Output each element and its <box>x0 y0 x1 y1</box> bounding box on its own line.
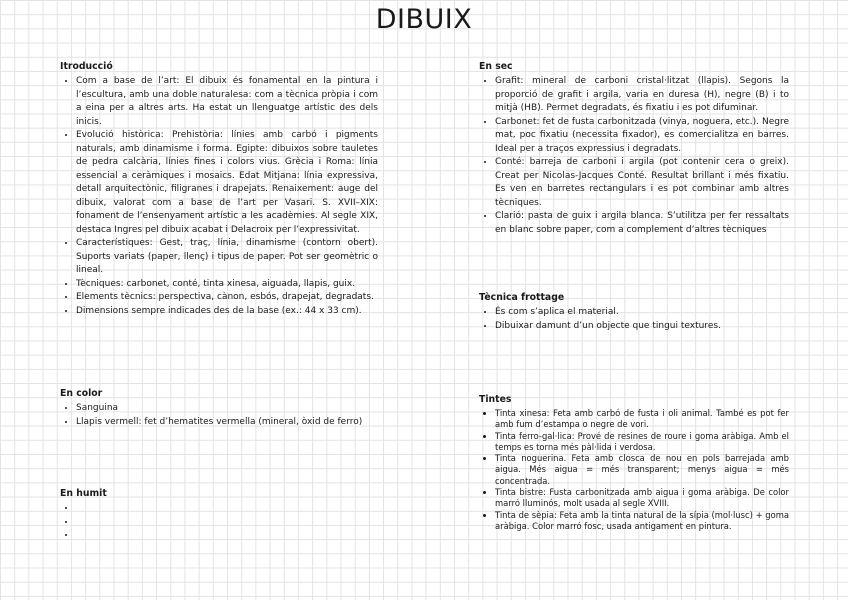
list-item: • Llapis vermell: fet d’hematites vermella (mineral, òxid de ferro) <box>76 416 378 430</box>
section-tintes <box>479 393 789 532</box>
list-item: • Tinta ferro-gal·lica: Prové de resines de roure i goma aràbiga. Amb el temps es torna més pàl·lida i verdosa. <box>495 431 789 454</box>
list-item: • Carbonet: fet de fusta carbonitzada (vinya, noguera, etc.). Negre mat, poc fixatiu (necessita fixador), es comercialitza en barres. Ideal per a traços expressius i degradats. <box>495 116 789 157</box>
list-introduccio <box>60 75 378 318</box>
list-item: • Característiques: Gest, traç, línia, dinamisme (contorn obert). Suports variats (paper, llenç) i tipus de paper. Pot ser geomètric o lineal. <box>76 237 378 278</box>
list-item: • Grafit: mineral de carboni cristal·litzat (llapis). Segons la proporció de grafit i argila, varia en duresa (H), negre (B) i to mitjà (HB). Permet degradats, és fixatiu i es pot difuminar. <box>495 75 789 116</box>
list-item: • Com a base de l’art: El dibuix és fonamental en la pintura i l’escultura, amb una doble naturalesa: com a tècnica pròpia i com a eina per a altres arts. Ha estat un llenguatge artístic des dels inicis. <box>76 75 378 129</box>
list-item: • Tinta noguerina. Feta amb closca de nou en pols barrejada amb aigua. Més aigua = més transparent; menys aigua = més concentrada. <box>495 453 789 487</box>
section-en-color <box>60 387 378 429</box>
list-item <box>76 516 378 530</box>
list-item: • Dimensions sempre indicades des de la base (ex.: 44 x 33 cm). <box>76 305 378 319</box>
list-item: • Tinta de sèpia: Feta amb la tinta natural de la sípia (mol·lusc) + goma aràbiga. Color marró fosc, usada antigament en pintura. <box>495 510 789 533</box>
section-heading-en-humit: En humit <box>60 488 107 499</box>
section-heading-en-color: En color <box>60 388 103 399</box>
list-frottage <box>479 306 789 333</box>
list-item: • Evolució històrica: Prehistòria: línies amb carbó i pigments naturals, amb dinamisme i forma. Egipte: dibuixos sobre tauletes de pedra calcària, línies fines i colors vius. Grècia i Roma: línia essencial a ceràmiques i mosaics. Edat Mitjana: línia expressiva, detall arquitectònic, filigranes i drapejats. Renaixement: auge del dibuix, valorat com a base de l’art per Vasari. S. XVII–XIX: fonament de l’ensenyament artístic a les acadèmies. Al segle XIX, destaca Ingres pel dibuix acabat i Delacroix per l’expressivitat. <box>76 129 378 237</box>
list-item: • És com s’aplica el material. <box>495 306 789 320</box>
section-en-humit <box>60 487 378 543</box>
list-item: • Tinta bistre: Fusta carbonitzada amb aigua i goma aràbiga. De color marró lluminós, molt usada al segle XVIII. <box>495 487 789 510</box>
section-introduccio <box>60 60 378 318</box>
section-heading-tintes: Tintes <box>479 394 512 405</box>
list-item: • Tècniques: carbonet, conté, tinta xinesa, aiguada, llapis, guix. <box>76 278 378 292</box>
list-en-color <box>60 402 378 429</box>
section-frottage <box>479 291 789 333</box>
list-item: • Dibuixar damunt d’un objecte que tingui textures. <box>495 320 789 334</box>
list-tintes <box>479 408 789 532</box>
section-en-sec <box>479 60 789 237</box>
list-item: • Conté: barreja de carboni i argila (pot contenir cera o greix). Creat per Nicolas-Jacques Conté. Resultat brillant i més fixatiu. Es ven en barretes rectangulars i es pot combinar amb altres tècniques. <box>495 156 789 210</box>
page-title: DIBUIX <box>375 4 473 35</box>
list-en-sec <box>479 75 789 237</box>
list-item: • Sanguina <box>76 402 378 416</box>
list-item: • Elements tècnics: perspectiva, cànon, esbós, drapejat, degradats. <box>76 291 378 305</box>
section-heading-frottage: Tècnica frottage <box>479 292 565 303</box>
list-item: • Tinta xinesa: Feta amb carbó de fusta i oli animal. També es pot fer amb fum d’estampa o negre de vori. <box>495 408 789 431</box>
list-en-humit <box>60 502 378 543</box>
section-heading-introduccio: Itroducció <box>60 61 113 72</box>
list-item: • Clarió: pasta de guix i argila blanca. S’utilitza per fer ressaltats en blanc sobre paper, com a complement d’altres tècniques <box>495 210 789 237</box>
list-item <box>76 502 378 516</box>
section-heading-en-sec: En sec <box>479 61 513 72</box>
list-item <box>76 529 378 543</box>
